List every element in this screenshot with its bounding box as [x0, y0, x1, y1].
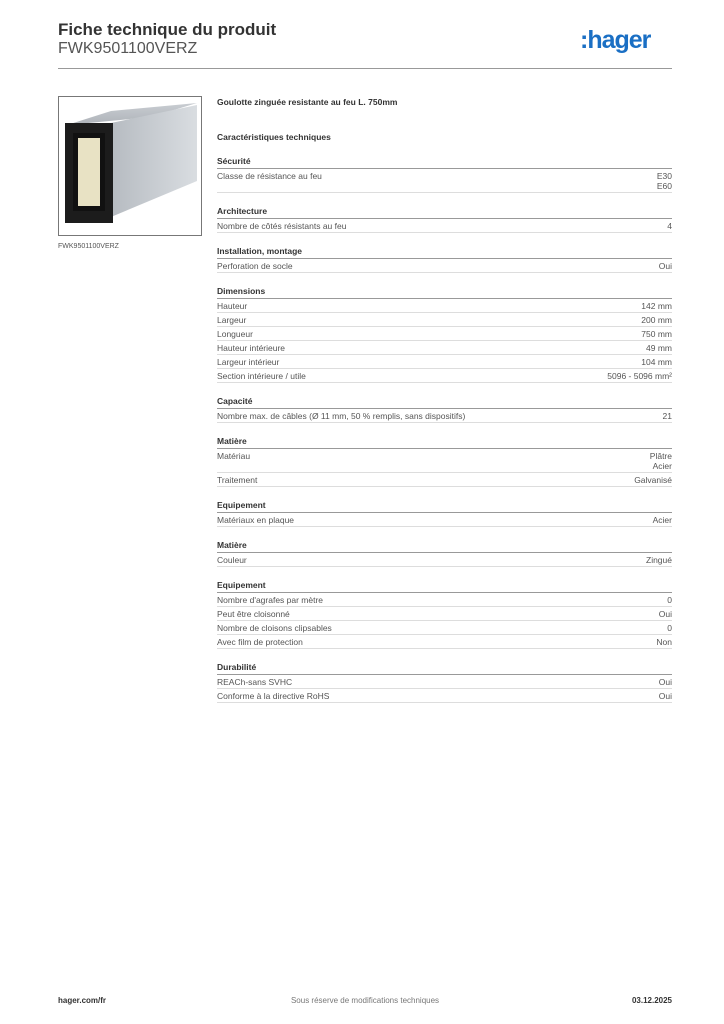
spec-row — [217, 553, 672, 567]
spec-label: Matériau — [217, 451, 251, 461]
spec-value: 142 mm — [641, 301, 672, 311]
section-title: Capacité — [217, 396, 672, 409]
page-header — [58, 20, 672, 68]
spec-row — [217, 607, 672, 621]
spec-label: Hauteur — [217, 301, 248, 311]
spec-row — [217, 635, 672, 649]
spec-value: 4 — [667, 221, 672, 231]
spec-row — [217, 449, 672, 473]
spec-label: Largeur intérieur — [217, 357, 280, 367]
spec-value: E30 E60 — [656, 171, 672, 191]
spec-value: Plâtre Acier — [649, 451, 672, 471]
spec-value: Oui — [658, 677, 672, 687]
spec-section — [217, 580, 672, 649]
spec-value: Galvanisé — [634, 475, 672, 485]
spec-section — [217, 286, 672, 383]
spec-label: REACh-sans SVHC — [217, 677, 293, 687]
spec-section — [217, 396, 672, 423]
page-footer — [58, 996, 672, 1010]
spec-row — [217, 621, 672, 635]
section-title: Equipement — [217, 500, 672, 513]
spec-row — [217, 409, 672, 423]
footer-date: 03.12.2025 — [631, 996, 672, 1005]
spec-row — [217, 593, 672, 607]
spec-value: 49 mm — [646, 343, 672, 353]
spec-label: Traitement — [217, 475, 258, 485]
spec-value: 21 — [662, 411, 672, 421]
spec-row — [217, 473, 672, 487]
section-title: Matière — [217, 540, 672, 553]
spec-value: Oui — [658, 609, 672, 619]
spec-section — [217, 436, 672, 487]
section-title: Equipement — [217, 580, 672, 593]
spec-label: Classe de résistance au feu — [217, 171, 322, 181]
spec-label: Nombre de cloisons clipsables — [217, 623, 332, 633]
section-title: Durabilité — [217, 662, 672, 675]
spec-value: Acier — [652, 515, 672, 525]
spec-row — [217, 513, 672, 527]
spec-value: Oui — [658, 691, 672, 701]
spec-row — [217, 689, 672, 703]
section-title: Architecture — [217, 206, 672, 219]
spec-value: 750 mm — [641, 329, 672, 339]
spec-label: Matériaux en plaque — [217, 515, 295, 525]
spec-section — [217, 246, 672, 273]
spec-section — [217, 662, 672, 703]
spec-row — [217, 675, 672, 689]
product-image — [58, 96, 202, 236]
product-description: Goulotte zinguée resistante au feu L. 750mm — [217, 97, 398, 107]
spec-value: 5096 - 5096 mm² — [607, 371, 672, 381]
header-divider — [58, 68, 672, 69]
characteristics-title: Caractéristiques techniques — [217, 132, 331, 142]
document-title: Fiche technique du produit — [58, 20, 277, 39]
spec-section — [217, 156, 672, 193]
image-caption: FWK9501100VERZ — [58, 243, 119, 250]
section-title: Installation, montage — [217, 246, 672, 259]
spec-label: Couleur — [217, 555, 247, 565]
spec-value: 0 — [667, 595, 672, 605]
spec-row — [217, 327, 672, 341]
spec-value: 104 mm — [641, 357, 672, 367]
spec-section — [217, 500, 672, 527]
footer-notice: Sous réserve de modifications techniques — [290, 996, 440, 1005]
spec-label: Hauteur intérieure — [217, 343, 286, 353]
spec-row — [217, 259, 672, 273]
spec-content — [217, 95, 672, 703]
spec-sections — [217, 156, 672, 703]
spec-value: Zingué — [646, 555, 672, 565]
spec-row — [217, 169, 672, 193]
spec-value: 200 mm — [641, 315, 672, 325]
spec-label: Longueur — [217, 329, 253, 339]
spec-label: Peut être cloisonné — [217, 609, 290, 619]
hager-logo — [580, 26, 672, 56]
product-code: FWK9501100VERZ — [58, 40, 198, 57]
spec-row — [217, 341, 672, 355]
spec-row — [217, 369, 672, 383]
spec-section — [217, 206, 672, 233]
spec-section — [217, 540, 672, 567]
section-title: Dimensions — [217, 286, 672, 299]
cable-duct-illustration — [59, 97, 201, 235]
spec-label: Largeur — [217, 315, 247, 325]
spec-label: Nombre de côtés résistants au feu — [217, 221, 347, 231]
spec-label: Nombre d'agrafes par mètre — [217, 595, 324, 605]
section-title: Matière — [217, 436, 672, 449]
spec-label: Conforme à la directive RoHS — [217, 691, 330, 701]
spec-row — [217, 219, 672, 233]
spec-label: Nombre max. de câbles (Ø 11 mm, 50 % remplis, sans dispositifs) — [217, 411, 466, 421]
spec-row — [217, 299, 672, 313]
section-title: Sécurité — [217, 156, 672, 169]
spec-label: Section intérieure / utile — [217, 371, 306, 381]
spec-row — [217, 355, 672, 369]
spec-row — [217, 313, 672, 327]
spec-value: 0 — [667, 623, 672, 633]
logo-text: :hager — [580, 26, 651, 54]
footer-website: hager.com/fr — [58, 996, 107, 1005]
spec-label: Avec film de protection — [217, 637, 303, 647]
spec-value: Non — [656, 637, 672, 647]
spec-value: Oui — [658, 261, 672, 271]
spec-label: Perforation de socle — [217, 261, 293, 271]
